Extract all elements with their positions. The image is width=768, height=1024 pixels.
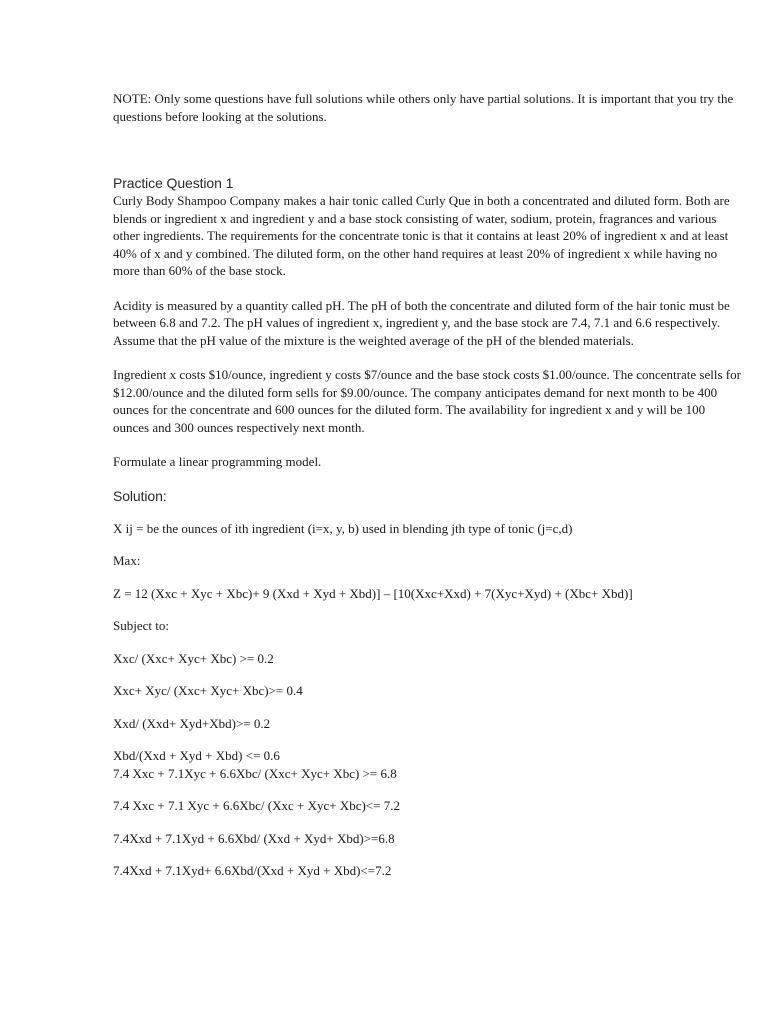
question-title: Practice Question 1 xyxy=(113,175,234,191)
constraint-7: 7.4Xxd + 7.1Xyd + 6.6Xbd/ (Xxd + Xyd+ Xbd)>=6.8 xyxy=(113,830,395,846)
objective-label: Max: xyxy=(113,553,141,568)
constraint-4: Xbd/(Xxd + Xyd + Xbd) <= 0.6 xyxy=(113,748,280,763)
variable-definition: X ij = be the ounces of ith ingredient (i=x, y, b) used in blending jth type of tonic (j=c,d) xyxy=(113,520,573,536)
constraint-8: 7.4Xxd + 7.1Xyd+ 6.6Xbd/(Xxd + Xyd + Xbd)<=7.2 xyxy=(113,863,392,878)
solution-title: Solution: xyxy=(113,487,167,504)
question-paragraph-3: Ingredient x costs $10/ounce, ingredient y costs $7/ounce and the base stock costs $1.00/ounce. The concentrate sells for $12.00/ounce and the diluted form sells for $9.00/ounce. The company anticipates demand for next month to be 400 ounces for the concentrate and 600 ounces for the diluted form. The availability for ingredient x and y will be 100 ounces and 300 ounces respectively next month. xyxy=(113,367,741,435)
subject-to-label: Subject to: xyxy=(113,618,169,633)
constraint-2: Xxc+ Xyc/ (Xxc+ Xyc+ Xbc)>= 0.4 xyxy=(113,683,303,698)
constraint-6: 7.4 Xxc + 7.1 Xyc + 6.6Xbc/ (Xxc + Xyc+ Xbc)<= 7.2 xyxy=(113,798,400,813)
question-instruction: Formulate a linear programming model. xyxy=(113,454,322,469)
question-paragraph-1: Curly Body Shampoo Company makes a hair tonic called Curly Que in both a concentrated and diluted form. Both are blends or ingredient x and ingredient y and a base stock consisting of water, sodium, protein, fragrances and various other ingredients. The requirements for the concentrate tonic is that it contains at least 20% of ingredient x and at least 40% of x and y combined. The diluted form, on the other hand requires at least 20% of ingredient x while having no more than 60% of the base stock. xyxy=(113,193,730,278)
question-paragraph-2: Acidity is measured by a quantity called pH. The pH of both the concentrate and diluted form of the hair tonic must be between 6.8 and 7.2. The pH values of ingredient x, ingredient y, and the base stock are 7.4, 7.1 and 6.6 respectively. Assume that the pH value of the mixture is the weighted average of the pH of the blended materials. xyxy=(113,297,730,348)
constraint-1: Xxc/ (Xxc+ Xyc+ Xbc) >= 0.2 xyxy=(113,650,274,666)
constraint-5: 7.4 Xxc + 7.1Xyc + 6.6Xbc/ (Xxc+ Xyc+ Xbc) >= 6.8 xyxy=(113,765,397,781)
document-content xyxy=(113,90,743,880)
objective-function: Z = 12 (Xxc + Xyc + Xbc)+ 9 (Xxd + Xyd + Xbd)] – [10(Xxc+Xxd) + 7(Xyc+Xyd) + (Xbc+ Xbd)] xyxy=(113,585,633,601)
constraint-3: Xxd/ (Xxd+ Xyd+Xbd)>= 0.2 xyxy=(113,715,271,731)
note-paragraph: NOTE: Only some questions have full solutions while others only have partial solutions. It is important that you try the questions before looking at the solutions. xyxy=(113,91,734,124)
